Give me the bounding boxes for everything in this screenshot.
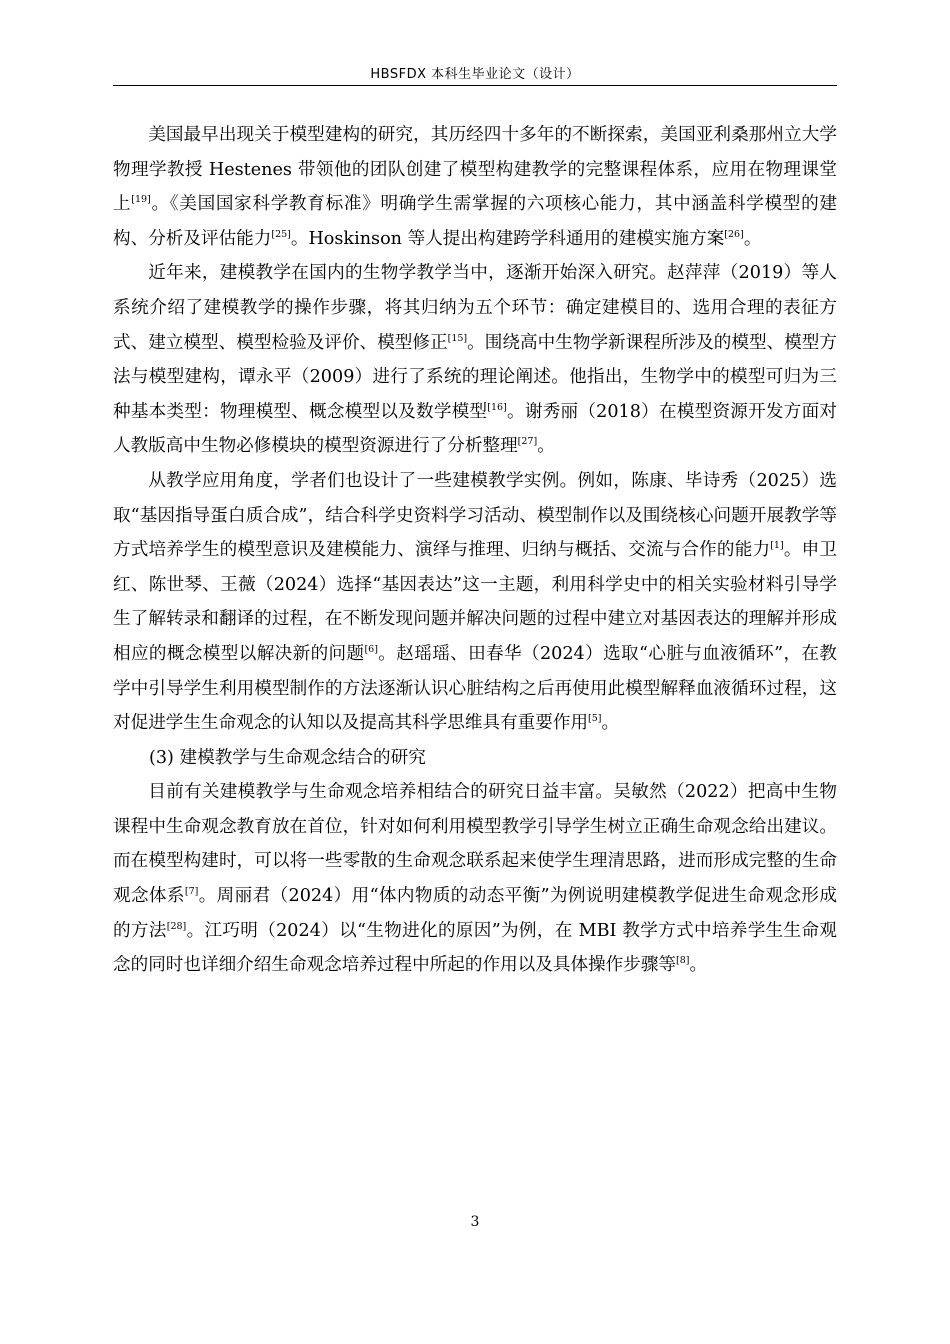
paragraph-text: 。 xyxy=(689,955,708,976)
paragraph-text: 。赵瑶瑶、田春华（2024）选取“心脏与血液循环”，在教学中引导学生利用模型制作的方法逐渐认识心脏结构之后再使用此模型解释血液循环过程，这对促进学生生命观念的认知以及提高其科学思维具有重要作用 xyxy=(113,643,837,734)
page-number: 3 xyxy=(470,1214,480,1230)
paragraph-text: 。申卫红、陈世琴、王薇（2024）选择“基因表达”这一主题，利用科学史中的相关实验材料引导学生了解转录和翻译的过程，在不断发现问题并解决问题的过程中建立对基因表达的理解并形成相应的概念模型以解决新的问题 xyxy=(113,540,837,664)
citation: [27] xyxy=(517,436,538,448)
citation: [25] xyxy=(271,228,291,240)
citation: [1] xyxy=(770,540,784,552)
paragraph xyxy=(113,775,837,983)
citation: [16] xyxy=(487,401,507,413)
header-rule xyxy=(113,85,837,86)
paragraph-text: 近年来，建模教学在国内的生物学教学当中，逐渐开始深入研究。赵萍萍（2019）等人系统介绍了建模教学的操作步骤，将其归纳为五个环节：确定建模目的、选用合理的表征方式、建立模型、模型检验及评价、模型修正 xyxy=(113,263,837,353)
paragraph-text: 从教学应用角度，学者们也设计了一些建模教学实例。例如，陈康、毕诗秀（2025）选取“基因指导蛋白质合成”，结合科学史资料学习活动、模型制作以及围绕核心问题开展教学等方式培养学生的模型意识及建模能力、演绎与推理、归纳与概括、交流与合作的能力 xyxy=(113,470,837,561)
citation: [15] xyxy=(447,332,468,344)
paragraph xyxy=(113,256,837,464)
citation: [26] xyxy=(724,228,744,240)
paragraph-text: 。Hoskinson 等人提出构建跨学科通用的建模实施方案 xyxy=(290,228,725,249)
citation: [28] xyxy=(166,920,187,932)
paragraph-text: 。围绕高中生物学新课程所涉及的模型、模型方法与模型建构，谭永平（2009）进行了系统的理论阐述。他指出，生物学中的模型可归为三种基本类型：物理模型、概念模型以及数学模型 xyxy=(113,332,837,422)
citation: [7] xyxy=(184,886,199,898)
paragraph-text: 。 xyxy=(601,713,620,734)
page-header: HBSFDX 本科生毕业论文（设计） xyxy=(370,67,580,82)
citation: [19] xyxy=(131,194,151,206)
paragraph-text: 。周丽君（2024）用“体内物质的动态平衡”为例说明建模教学促进生命观念形成的方法 xyxy=(113,886,837,941)
citation: [6] xyxy=(364,643,378,655)
section-subheading: (3) 建模教学与生命观念结合的研究 xyxy=(149,747,426,768)
citation: [5] xyxy=(588,713,602,725)
paragraph-text: 。 xyxy=(743,228,762,249)
paragraph-text: 。《美国国家科学教育标准》明确学生需掌握的六项核心能力，其中涵盖科学模型的建构、分析及评估能力 xyxy=(113,194,837,249)
paragraph-text: 美国最早出现关于模型建构的研究，其历经四十多年的不断探索，美国亚利桑那州立大学物理学教授 Hestenes 带领他的团队创建了模型构建教学的完整课程体系，应用在物理课堂上 xyxy=(113,125,837,215)
citation: [8] xyxy=(676,955,690,967)
paragraph xyxy=(113,118,837,256)
document-body xyxy=(113,118,837,983)
paragraph-text: 。江巧明（2024）以“生物进化的原因”为例，在 MBI 教学方式中培养学生生命观念的同时也详细介绍生命观念培养过程中所起的作用以及具体操作步骤等 xyxy=(113,920,837,976)
paragraph xyxy=(113,464,837,741)
paragraph-text: 。谢秀丽（2018）在模型资源开发方面对人教版高中生物必修模块的模型资源进行了分析整理 xyxy=(113,401,837,457)
paragraph-text: 。 xyxy=(537,436,555,457)
paragraph-text: 目前有关建模教学与生命观念培养相结合的研究日益丰富。吴敏然（2022）把高中生物课程中生命观念教育放在首位，针对如何利用模型教学引导学生树立正确生命观念给出建议。而在模型构建时，可以将一些零散的生命观念联系起来使学生理清思路，进而形成完整的生命观念体系 xyxy=(113,782,837,907)
